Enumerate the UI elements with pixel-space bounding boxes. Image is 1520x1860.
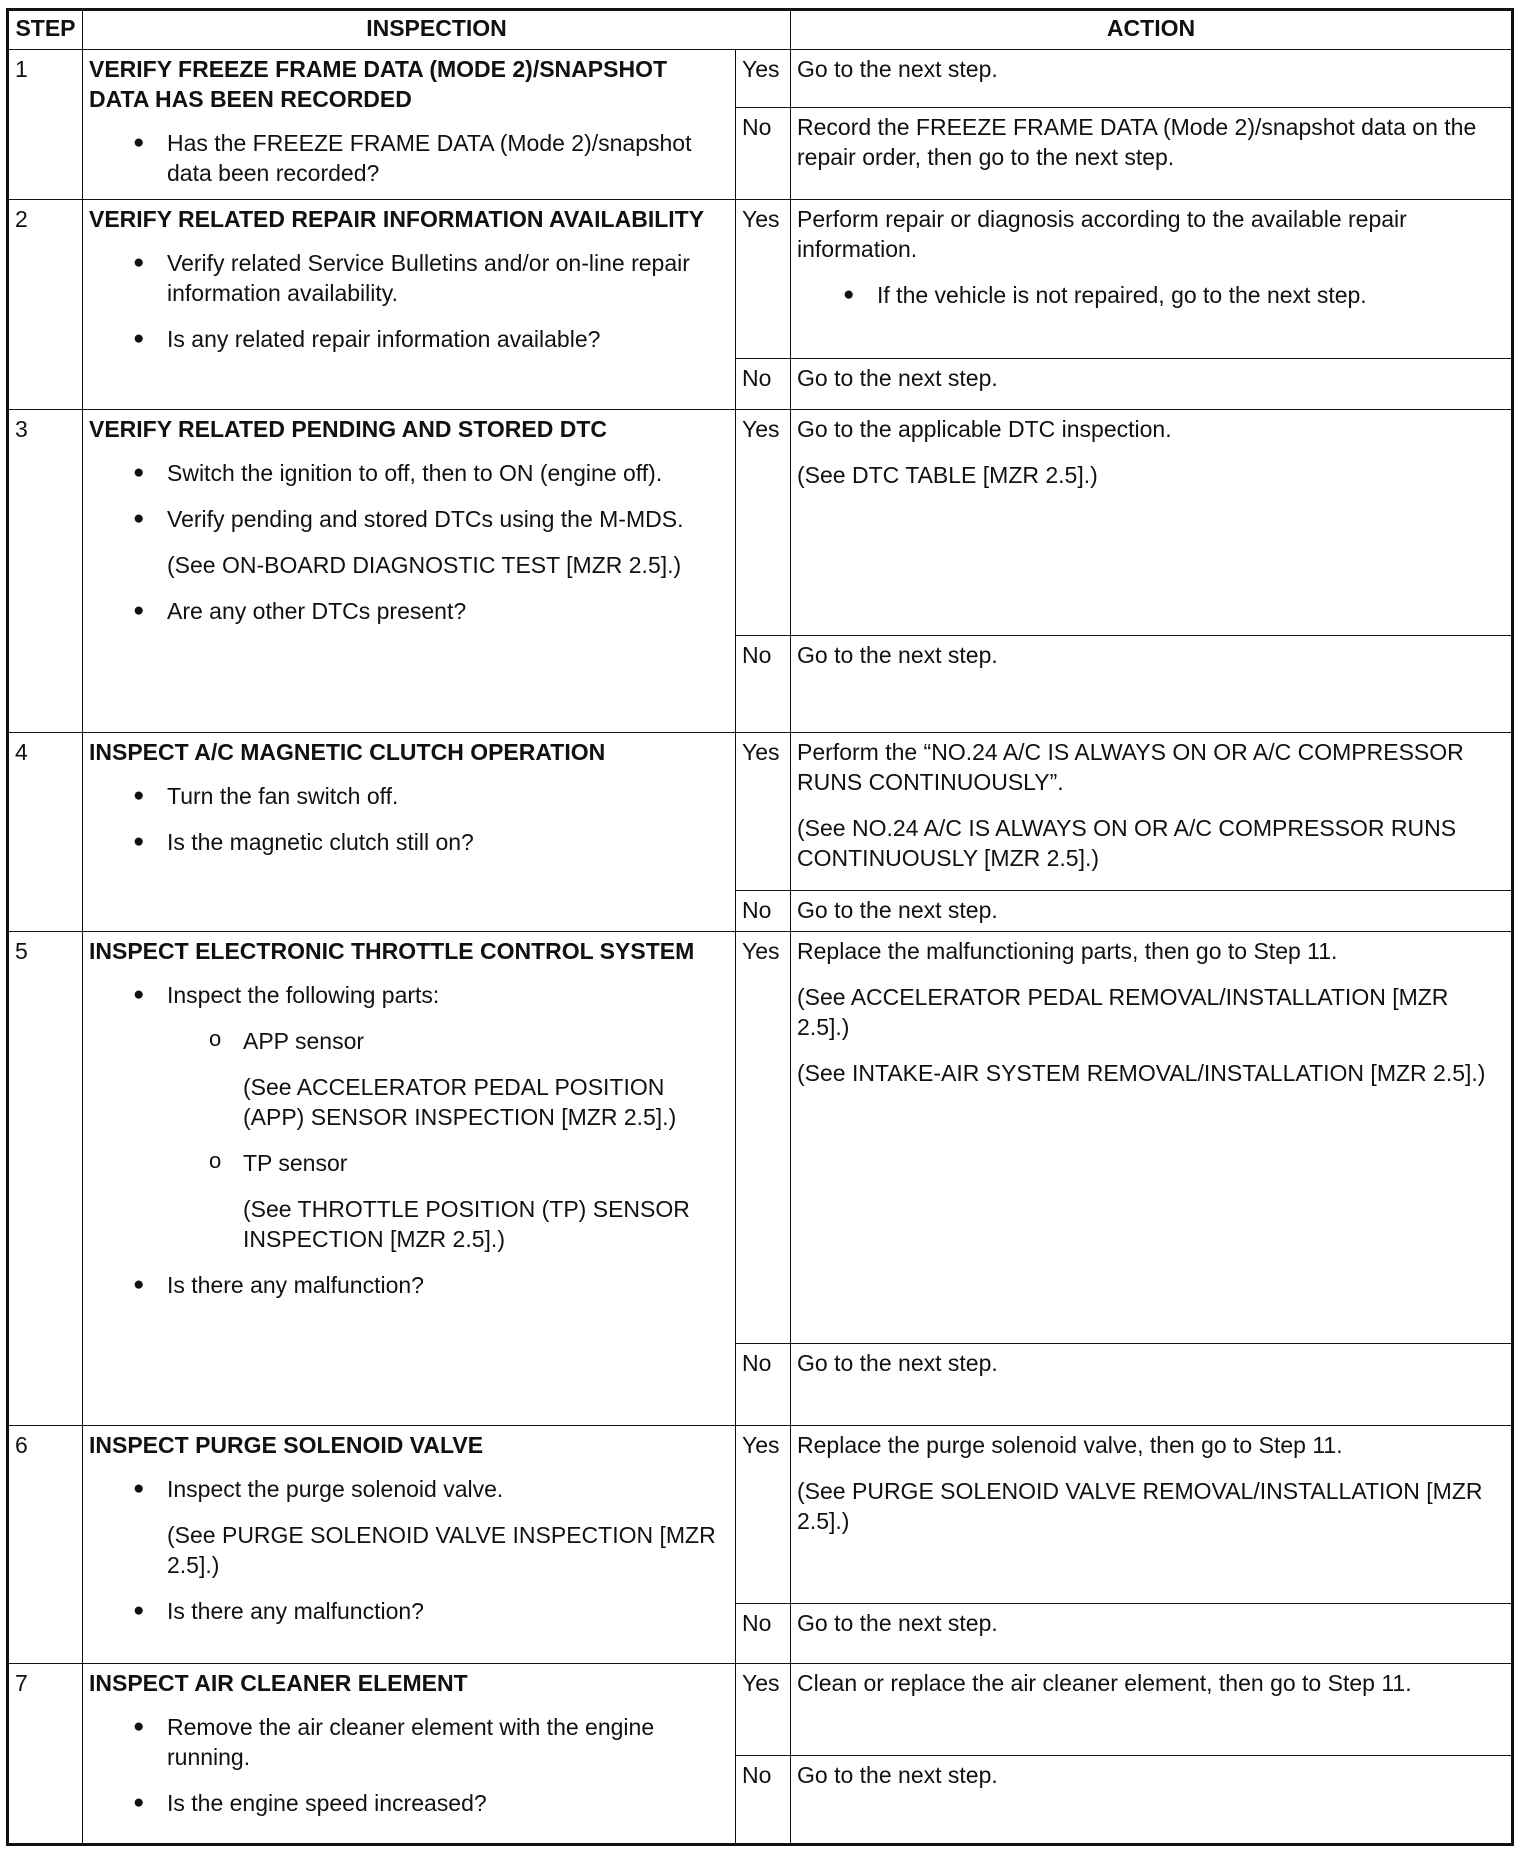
no-action [791,1604,1513,1664]
reference-note: (See ON-BOARD DIAGNOSTIC TEST [MZR 2.5].) [167,552,682,578]
yes-action [791,200,1513,359]
check-item: ● Turn the fan switch off. [89,781,729,811]
yes-action [791,1426,1513,1604]
yes-action-text: Replace the purge solenoid valve, then go to Step 11. [797,1432,1343,1458]
no-action-text: Record the FREEZE FRAME DATA (Mode 2)/snapshot data on the repair order, then go to the next step. [797,114,1477,170]
reference-note: (See ACCELERATOR PEDAL POSITION (APP) SENSOR INSPECTION [MZR 2.5].) [243,1074,677,1130]
yes-label: Yes [736,410,791,636]
inspection-cell [83,410,736,733]
step-number: 7 [8,1664,83,1845]
yes-action-text: Perform repair or diagnosis according to the available repair information. [797,206,1407,262]
header-row [8,10,1513,50]
step-title: INSPECT PURGE SOLENOID VALVE [89,1432,484,1458]
no-action [791,359,1513,410]
yes-label: Yes [736,50,791,108]
step-title: VERIFY RELATED PENDING AND STORED DTC [89,416,607,442]
step-title: INSPECT AIR CLEANER ELEMENT [89,1670,468,1696]
reference-note: (See ACCELERATOR PEDAL REMOVAL/INSTALLATION [MZR 2.5].) [797,984,1449,1040]
yes-label: Yes [736,1426,791,1604]
no-action-text: Go to the next step. [797,1762,998,1788]
check-item: ● Are any other DTCs present? [89,596,729,626]
yes-label: Yes [736,1664,791,1756]
no-label: No [736,636,791,733]
step-number: 4 [8,733,83,932]
part-item: o TP sensor [89,1148,729,1178]
yes-action-text: Clean or replace the air cleaner element, then go to Step 11. [797,1670,1412,1696]
step-row [8,1664,1513,1756]
step-title: VERIFY FREEZE FRAME DATA (MODE 2)/SNAPSHOT DATA HAS BEEN RECORDED [89,56,668,112]
inspection-cell [83,1664,736,1845]
step-number: 3 [8,410,83,733]
no-action [791,1344,1513,1426]
inspection-cell [83,932,736,1426]
step-number: 5 [8,932,83,1426]
header-step: STEP [8,10,83,50]
no-action-text: Go to the next step. [797,1350,998,1376]
no-action-text: Go to the next step. [797,897,998,923]
step-title: INSPECT A/C MAGNETIC CLUTCH OPERATION [89,739,606,765]
reference-note: (See PURGE SOLENOID VALVE INSPECTION [MZR 2.5].) [167,1522,716,1578]
yes-action [791,932,1513,1344]
step-number: 1 [8,50,83,200]
step-title: VERIFY RELATED REPAIR INFORMATION AVAILABILITY [89,206,705,232]
no-action [791,108,1513,200]
no-action-text: Go to the next step. [797,642,998,668]
check-item: ● Inspect the purge solenoid valve. [89,1474,729,1504]
check-item: ● Is any related repair information available? [89,324,729,354]
step-row [8,410,1513,636]
yes-action-text: Perform the “NO.24 A/C IS ALWAYS ON OR A/C COMPRESSOR RUNS CONTINUOUSLY”. [797,739,1464,795]
inspection-cell [83,733,736,932]
reference-note: (See NO.24 A/C IS ALWAYS ON OR A/C COMPRESSOR RUNS CONTINUOUSLY [MZR 2.5].) [797,815,1457,871]
step-title: INSPECT ELECTRONIC THROTTLE CONTROL SYSTEM [89,938,695,964]
no-label: No [736,1344,791,1426]
no-action [791,891,1513,932]
check-item: ● Remove the air cleaner element with the engine running. [89,1712,729,1772]
yes-label: Yes [736,200,791,359]
inspection-cell [83,200,736,410]
inspection-cell [83,50,736,200]
yes-label: Yes [736,932,791,1344]
check-item: ● Is the engine speed increased? [89,1788,729,1818]
no-action [791,636,1513,733]
yes-action [791,410,1513,636]
yes-action [791,50,1513,108]
no-label: No [736,108,791,200]
check-item: ● Is there any malfunction? [89,1596,729,1626]
check-item: ● Has the FREEZE FRAME DATA (Mode 2)/snapshot data been recorded? [89,128,729,188]
header-action: ACTION [791,10,1513,50]
check-item: ● Inspect the following parts: [89,980,729,1010]
inspection-cell [83,1426,736,1664]
yes-action [791,733,1513,891]
action-bullet: ● If the vehicle is not repaired, go to the next step. [797,280,1505,310]
diagnostic-table [6,8,1514,1846]
part-item: o APP sensor [89,1026,729,1056]
no-label: No [736,1604,791,1664]
step-row [8,733,1513,891]
no-action-text: Go to the next step. [797,365,998,391]
no-label: No [736,1756,791,1845]
reference-note: (See PURGE SOLENOID VALVE REMOVAL/INSTALLATION [MZR 2.5].) [797,1478,1483,1534]
step-number: 2 [8,200,83,410]
step-row [8,200,1513,359]
check-item: ● Is there any malfunction? [89,1270,729,1300]
no-label: No [736,359,791,410]
no-action [791,1756,1513,1845]
yes-action [791,1664,1513,1756]
yes-action-text: Go to the applicable DTC inspection. [797,416,1172,442]
yes-label: Yes [736,733,791,891]
step-row [8,1426,1513,1604]
check-item: ● Is the magnetic clutch still on? [89,827,729,857]
step-row [8,932,1513,1344]
check-item: ● Verify pending and stored DTCs using the M-MDS. [89,504,729,534]
reference-note: (See DTC TABLE [MZR 2.5].) [797,462,1098,488]
reference-note: (See INTAKE-AIR SYSTEM REMOVAL/INSTALLATION [MZR 2.5].) [797,1060,1486,1086]
no-action-text: Go to the next step. [797,1610,998,1636]
step-number: 6 [8,1426,83,1664]
check-item: ● Switch the ignition to off, then to ON (engine off). [89,458,729,488]
reference-note: (See THROTTLE POSITION (TP) SENSOR INSPECTION [MZR 2.5].) [243,1196,690,1252]
step-row [8,50,1513,108]
yes-action-text: Go to the next step. [797,56,998,82]
no-label: No [736,891,791,932]
header-inspection: INSPECTION [83,10,791,50]
yes-action-text: Replace the malfunctioning parts, then go to Step 11. [797,938,1338,964]
check-item: ● Verify related Service Bulletins and/or on-line repair information availability. [89,248,729,308]
